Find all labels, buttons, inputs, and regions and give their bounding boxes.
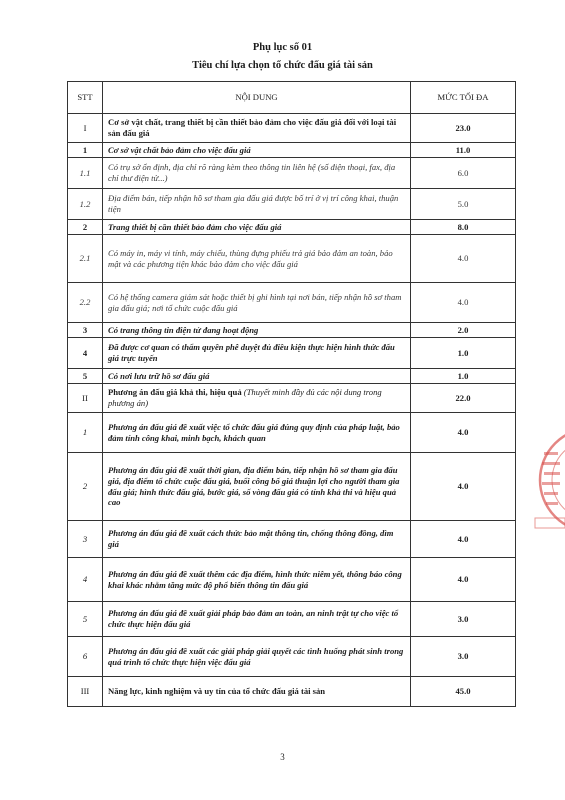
row-stt: 2.2 — [68, 283, 103, 323]
row-content-text: Có hệ thống camera giám sát hoặc thiết bị ghi hình tại nơi bán, tiếp nhận hồ sơ tham gia đấu giá; nơi tổ chức cuộc đấu giá — [108, 291, 402, 313]
table-row — [68, 114, 516, 143]
row-content — [103, 158, 411, 189]
row-content — [103, 283, 411, 323]
row-max-score: 1.0 — [411, 369, 516, 384]
row-content-text: Trang thiết bị cần thiết bảo đảm cho việc đấu giá — [108, 221, 282, 232]
row-content — [103, 558, 411, 602]
table-row — [68, 283, 516, 323]
row-content-text: Có máy in, máy vi tính, máy chiếu, thùng đựng phiếu trả giá bảo đảm an toàn, bảo mật và các phương tiện khác bảo đảm cho việc đấu giá — [108, 247, 393, 269]
row-stt: I — [68, 114, 103, 143]
column-header-stt: STT — [68, 82, 103, 114]
table-row — [68, 369, 516, 384]
row-max-score: 4.0 — [411, 453, 516, 521]
row-content — [103, 677, 411, 707]
table-row — [68, 220, 516, 235]
row-max-score: 3.0 — [411, 637, 516, 677]
row-content-text: Có trụ sở ổn định, địa chỉ rõ ràng kèm theo thông tin liên hệ (số điện thoại, fax, địa chỉ thư điện tử...) — [108, 162, 396, 183]
row-content — [103, 220, 411, 235]
row-max-score: 4.0 — [411, 521, 516, 558]
row-stt: 1 — [68, 413, 103, 453]
row-content — [103, 602, 411, 637]
column-header-max-score: MỨC TỐI ĐA — [411, 82, 516, 114]
row-stt: 2 — [68, 453, 103, 521]
row-max-score: 4.0 — [411, 235, 516, 283]
appendix-title: Phụ lục số 01 — [252, 42, 313, 53]
row-content-text: Phương án đấu giá đề xuất các giải pháp giải quyết các tình huống phát sinh trong quá trình tổ chức thực hiện việc đấu giá — [108, 645, 404, 667]
row-content — [103, 143, 411, 158]
row-stt: 5 — [68, 369, 103, 384]
table-row — [68, 235, 516, 283]
table-row — [68, 323, 516, 338]
row-max-score: 45.0 — [411, 677, 516, 707]
row-content-text: Có trang thông tin điện tử đang hoạt động — [108, 324, 259, 335]
row-content-text: Phương án đấu giá đề xuất việc tổ chức đấu giá đúng quy định của pháp luật, bảo đảm tính công khai, minh bạch, khách quan — [108, 421, 400, 443]
table-row — [68, 558, 516, 602]
row-max-score: 3.0 — [411, 602, 516, 637]
row-max-score: 2.0 — [411, 323, 516, 338]
row-stt: 3 — [68, 521, 103, 558]
table-row — [68, 677, 516, 707]
row-content — [103, 521, 411, 558]
row-stt: III — [68, 677, 103, 707]
table-row — [68, 189, 516, 220]
row-stt: 6 — [68, 637, 103, 677]
row-max-score: 11.0 — [411, 143, 516, 158]
row-stt: 4 — [68, 558, 103, 602]
table-row — [68, 637, 516, 677]
row-content-text: Năng lực, kinh nghiệm và uy tín của tổ chức đấu giá tài sản — [108, 686, 326, 697]
row-content-text: Phương án đấu giá đề xuất thêm các địa điểm, hình thức niêm yết, thông báo công khai khác nhằm tăng mức độ phổ biến thông tin đấu giá — [108, 568, 402, 590]
row-stt: 5 — [68, 602, 103, 637]
row-content-text: Đã được cơ quan có thẩm quyền phê duyệt đủ điều kiện thực hiện hình thức đấu giá trực tuyến — [108, 342, 395, 363]
row-max-score: 4.0 — [411, 558, 516, 602]
table-header-row — [68, 82, 516, 114]
appendix-subtitle: Tiêu chí lựa chọn tổ chức đấu giá tài sản — [192, 60, 373, 71]
row-content — [103, 114, 411, 143]
row-content — [103, 323, 411, 338]
row-content — [103, 235, 411, 283]
row-content — [103, 384, 411, 413]
criteria-table — [67, 81, 516, 707]
row-content — [103, 453, 411, 521]
row-max-score: 8.0 — [411, 220, 516, 235]
row-max-score: 5.0 — [411, 189, 516, 220]
column-header-content: NỘI DUNG — [103, 82, 411, 114]
table-row — [68, 158, 516, 189]
row-content-text: Có nơi lưu trữ hồ sơ đấu giá — [108, 370, 210, 381]
row-content — [103, 637, 411, 677]
row-content-text: Phương án đấu giá đề xuất giải pháp bảo đảm an toàn, an ninh trật tự cho việc tổ chức thực hiện đấu giá — [108, 608, 399, 629]
table-row — [68, 338, 516, 369]
row-content-text: Cơ sở vật chất bảo đảm cho việc đấu giá — [108, 144, 251, 155]
row-max-score: 23.0 — [411, 114, 516, 143]
table-body — [68, 114, 516, 707]
table-row — [68, 413, 516, 453]
row-max-score: 1.0 — [411, 338, 516, 369]
table-row — [68, 521, 516, 558]
row-stt: 1.1 — [68, 158, 103, 189]
row-content — [103, 369, 411, 384]
row-content-note: (Thuyết minh đầy đủ các nội dung trong phương án) — [108, 387, 382, 408]
row-content — [103, 189, 411, 220]
page-number: 3 — [280, 752, 285, 762]
row-max-score: 4.0 — [411, 413, 516, 453]
row-content-text: Phương án đấu giá khả thi, hiệu quả — [108, 387, 242, 398]
row-max-score: 6.0 — [411, 158, 516, 189]
table-row — [68, 143, 516, 158]
row-content — [103, 338, 411, 369]
red-seal-stamp — [530, 422, 565, 542]
row-content-text: Phương án đấu giá đề xuất cách thức bảo mật thông tin, chống thông đồng, dìm giá — [108, 528, 394, 549]
table-row — [68, 384, 516, 413]
table-row — [68, 453, 516, 521]
row-content-text: Cơ sở vật chất, trang thiết bị cần thiết bảo đảm cho việc đấu giá đối với loại tài sản đấu giá — [108, 117, 397, 138]
table-row — [68, 602, 516, 637]
row-stt: II — [68, 384, 103, 413]
row-max-score: 22.0 — [411, 384, 516, 413]
row-content-text: Địa điểm bán, tiếp nhận hồ sơ tham gia đấu giá được bố trí ở vị trí công khai, thuận tiện — [108, 193, 399, 214]
row-content-text: Phương án đấu giá đề xuất thời gian, địa điểm bán, tiếp nhận hồ sơ tham gia đấu giá, địa điểm tổ chức cuộc đấu giá, buổi công bố giá thuận lợi cho người tham gia đấu giá; hình thức đấu giá, bước giá, số vòng đấu giá có tính khả thi và hiệu quả cao — [108, 465, 400, 508]
row-stt: 1.2 — [68, 189, 103, 220]
row-stt: 2.1 — [68, 235, 103, 283]
row-stt: 2 — [68, 220, 103, 235]
row-stt: 4 — [68, 338, 103, 369]
row-max-score: 4.0 — [411, 283, 516, 323]
row-content — [103, 413, 411, 453]
row-stt: 3 — [68, 323, 103, 338]
row-stt: 1 — [68, 143, 103, 158]
